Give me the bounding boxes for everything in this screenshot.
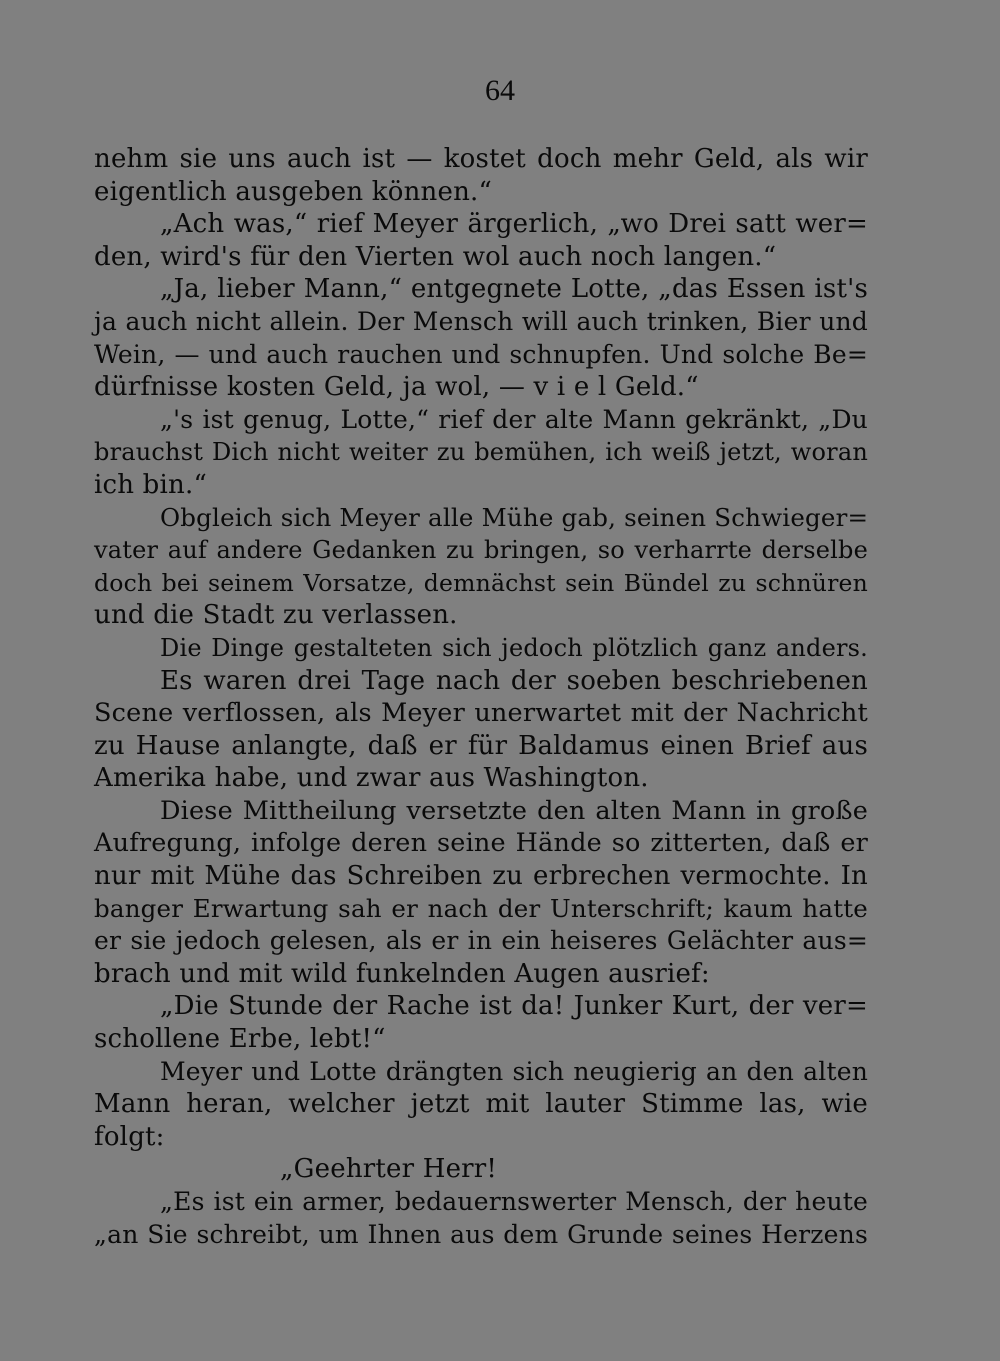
text-line: vater auf andere Gedanken zu bringen, so verharrte derselbe — [94, 536, 868, 565]
text-line: banger Erwartung sah er nach der Unterschrift; kaum hatte — [94, 893, 868, 923]
text-line: Diese Mittheilung versetzte den alten Mann in große — [160, 795, 868, 826]
text-line: „Ja, lieber Mann,“ entgegnete Lotte, „das Essen ist's — [160, 274, 868, 305]
text-line: „Geehrter Herr! — [280, 1154, 498, 1185]
text-line: Wein, — und auch rauchen und schnupfen. Und solche Be= — [94, 339, 868, 369]
page-number: 64 — [485, 74, 515, 107]
text-line: ja auch nicht allein. Der Mensch will auch trinken, Bier und — [94, 306, 868, 336]
text-line: Scene verflossen, als Meyer unerwartet mit der Nachricht — [94, 698, 868, 729]
text-line: zu Hause anlangte, daß er für Baldamus einen Brief aus — [94, 730, 868, 761]
text-line: „Es ist ein armer, bedauernswerter Mensch, der heute — [160, 1187, 868, 1216]
text-line: schollene Erbe, lebt!“ — [94, 1024, 386, 1055]
text-line: Es waren drei Tage nach der soeben beschriebenen — [160, 665, 868, 696]
text-line: folgt: — [94, 1121, 165, 1152]
text-line: brauchst Dich nicht weiter zu bemühen, ich weiß jetzt, woran — [94, 438, 868, 467]
text-line: Die Dinge gestalteten sich jedoch plötzlich ganz anders. — [160, 633, 868, 662]
text-line: den, wird's für den Vierten wol auch noch langen.“ — [94, 241, 777, 272]
text-line: nehm sie uns auch ist — kostet doch mehr Geld, als wir — [94, 144, 868, 174]
text-line: „an Sie schreibt, um Ihnen aus dem Grunde seines Herzens — [94, 1219, 868, 1249]
body-text — [94, 143, 868, 1251]
text-line: „Ach was,“ rief Meyer ärgerlich, „wo Drei satt wer= — [160, 209, 868, 240]
text-line: ich bin.“ — [94, 469, 207, 500]
text-line: eigentlich ausgeben können.“ — [94, 176, 492, 207]
text-line: Meyer und Lotte drängten sich neugierig an den alten — [160, 1056, 868, 1086]
text-line: nur mit Mühe das Schreiben zu erbrechen vermochte. In — [94, 861, 868, 892]
text-line: Amerika habe, und zwar aus Washington. — [94, 763, 649, 794]
text-line: Obgleich sich Meyer alle Mühe gab, seinen Schwieger= — [160, 502, 869, 532]
text-line: „'s ist genug, Lotte,“ rief der alte Mann gekränkt, „Du — [160, 404, 868, 434]
text-line: brach und mit wild funkelnden Augen ausrief: — [94, 958, 710, 989]
text-line: und die Stadt zu verlassen. — [94, 600, 458, 631]
text-line: er sie jedoch gelesen, als er in ein heiseres Gelächter aus= — [94, 926, 868, 956]
text-line: doch bei seinem Vorsatze, demnächst sein Bündel zu schnüren — [94, 568, 868, 597]
text-line: „Die Stunde der Rache ist da! Junker Kurt, der ver= — [160, 991, 868, 1022]
text-line: Mann heran, welcher jetzt mit lauter Stimme las, wie — [94, 1089, 868, 1120]
text-line: dürfnisse kosten Geld, ja wol, — v i e l Geld.“ — [94, 372, 699, 403]
text-line: Aufregung, infolge deren seine Hände so zitterten, daß er — [94, 828, 868, 859]
